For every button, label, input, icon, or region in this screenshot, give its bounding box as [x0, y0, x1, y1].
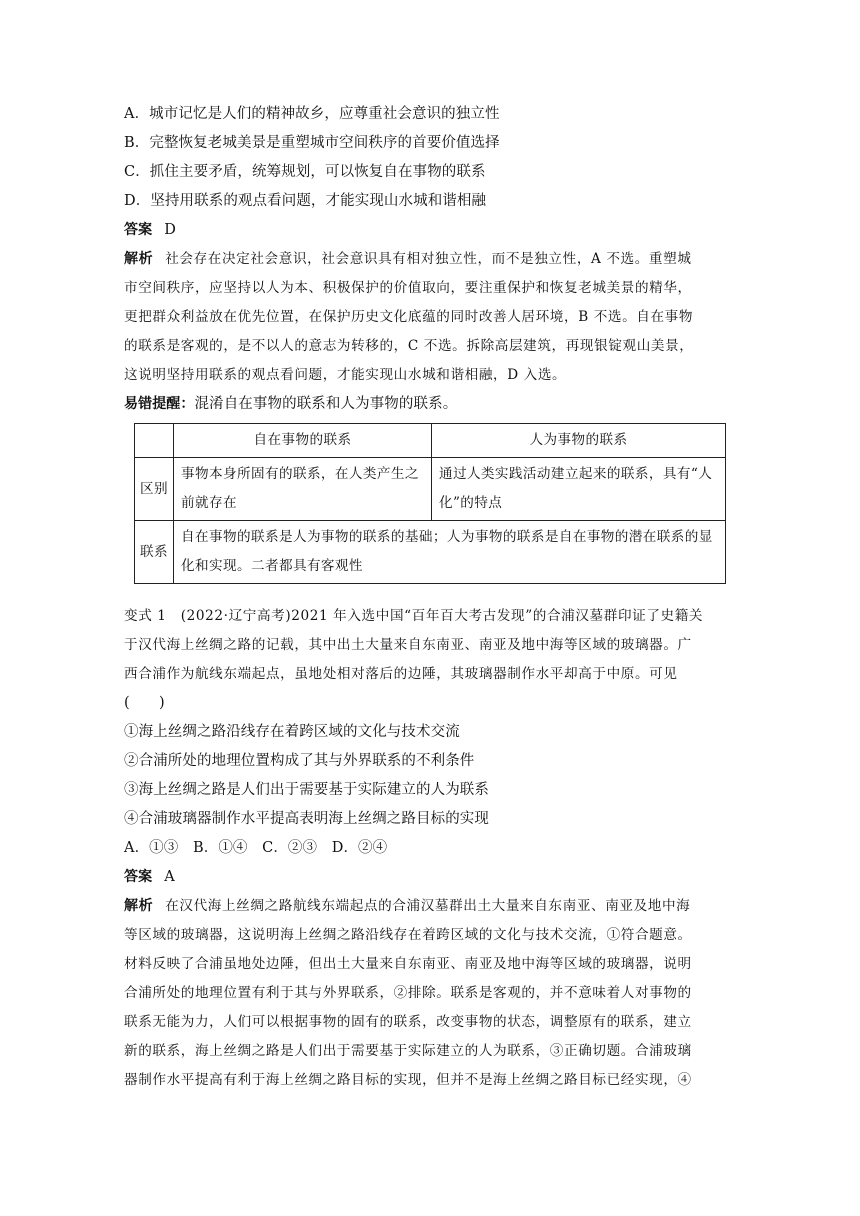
statement-4: ④合浦玻璃器制作水平提高表明海上丝绸之路目标的实现	[124, 811, 489, 827]
answer-2	[124, 863, 738, 892]
answer-value: D	[164, 222, 176, 238]
table-header-empty	[135, 424, 174, 458]
option-a: A．城市记忆是人们的精神故乡，应尊重社会意识的独立性	[124, 106, 500, 122]
table-header-artificial: 人为事物的联系	[431, 424, 725, 458]
document-page	[124, 100, 738, 1095]
comparison-table	[134, 423, 726, 584]
statement-2: ②合浦所处的地理位置构成了其与外界联系的不利条件	[124, 753, 475, 769]
answer-label: 答案	[124, 869, 153, 885]
analysis-2-line-3: 合浦所处的地理位置有利于其与外界联系，②排除。联系是客观的，并不意味着人对事物的	[124, 985, 692, 1001]
analysis-label: 解析	[124, 898, 154, 914]
analysis-2-line-1: 等区域的玻璃器，这说明海上丝绸之路沿线存在着跨区域的文化与技术交流，①符合题意。	[124, 927, 692, 943]
question-2-line-0: 变式 1 (2022·辽宁高考)2021 年入选中国“百年百大考古发现”的合浦汉墓群印证了史籍关	[124, 608, 704, 624]
table-row-difference	[135, 458, 726, 521]
option-d: D．坚持用联系的观点看问题，才能实现山水城和谐相融	[124, 193, 487, 209]
option-b: B．完整恢复老城美景是重塑城市空间秩序的首要价值选择	[124, 135, 500, 151]
table-header-natural: 自在事物的联系	[174, 424, 432, 458]
question-2-line-3: ( )	[124, 695, 165, 711]
cell-artificial-difference: 通过人类实践活动建立起来的联系，具有“人化”的特点	[431, 458, 725, 521]
tip-text: 混淆自在事物的联系和人为事物的联系。	[194, 396, 458, 412]
table-header-row	[135, 424, 726, 458]
answer-1	[124, 216, 738, 245]
tip-label: 易错提醒：	[124, 396, 195, 412]
analysis-label: 解析	[124, 251, 154, 267]
analysis-1-line-3: 的联系是客观的，是不以人的意志为转移的，C 不选。拆除高层建筑，再现银锭观山美景，	[124, 338, 694, 354]
analysis-2-line-2: 材料反映了合浦虽地处边陲，但出土大量来自东南亚、南亚及地中海等区域的玻璃器，说明	[124, 956, 692, 972]
statement-1: ①海上丝绸之路沿线存在着跨区域的文化与技术交流	[124, 724, 460, 740]
analysis-2-line-4: 联系无能为力，人们可以根据事物的固有的联系，改变事物的状态，调整原有的联系，建立	[124, 1014, 692, 1030]
analysis-1-line-4: 这说明坚持用联系的观点看问题，才能实现山水城和谐相融，D 入选。	[124, 367, 567, 383]
analysis-2-line-6: 器制作水平提高有利于海上丝绸之路目标的实现，但并不是海上丝绸之路目标已经实现，④	[124, 1072, 692, 1088]
analysis-1-line-0: 解析 社会存在决定社会意识，社会意识具有相对独立性，而不是独立性，A 不选。重塑城	[124, 251, 692, 267]
answer-value: A	[164, 869, 175, 885]
row-label-difference: 区别	[135, 458, 174, 521]
cell-natural-difference: 事物本身所固有的联系，在人类产生之前就存在	[174, 458, 432, 521]
cell-connection: 自在事物的联系是人为事物的联系的基础；人为事物的联系是自在事物的潜在联系的显化和实现。二者都具有客观性	[174, 521, 726, 584]
analysis-1-line-2: 更把群众利益放在优先位置，在保护历史文化底蕴的同时改善人居环境，B 不选。自在事物	[124, 309, 694, 325]
error-tip	[124, 390, 738, 419]
option-c: C．抓住主要矛盾，统筹规划，可以恢复自在事物的联系	[124, 164, 486, 180]
analysis-2-line-5: 新的联系，海上丝绸之路是人们出于需要基于实际建立的人为联系，③正确切题。合浦玻璃	[124, 1043, 692, 1059]
analysis-1-line-1: 市空间秩序，应坚持以人为本、积极保护的价值取向，要注重保护和恢复老城美景的精华，	[124, 280, 692, 296]
question-2-line-2: 西合浦作为航线东端起点，虽地处相对落后的边陲，其玻璃器制作水平却高于中原。可见	[124, 666, 678, 682]
analysis-2-line-0: 解析 在汉代海上丝绸之路航线东端起点的合浦汉墓群出土大量来自东南亚、南亚及地中海	[124, 898, 691, 914]
question-2-line-1: 于汉代海上丝绸之路的记载，其中出土大量来自东南亚、南亚及地中海等区域的玻璃器。广	[124, 637, 692, 653]
question-2-options: A．①③ B．①④ C．②③ D．②④	[124, 840, 388, 856]
row-label-connection: 联系	[135, 521, 174, 584]
table-row-connection	[135, 521, 726, 584]
answer-label: 答案	[124, 222, 153, 238]
statement-3: ③海上丝绸之路是人们出于需要基于实际建立的人为联系	[124, 782, 489, 798]
